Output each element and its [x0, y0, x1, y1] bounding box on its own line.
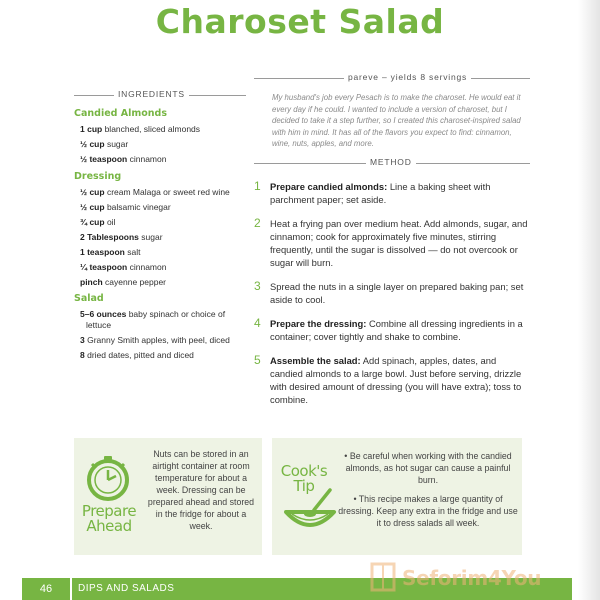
- ingredient-qty: 2 Tablespoons: [80, 231, 139, 242]
- clock-icon: [82, 454, 134, 502]
- step-text: [270, 317, 530, 343]
- ingredient-text: balsamic vinegar: [106, 201, 171, 212]
- ingredient-item: [80, 350, 246, 361]
- step-number: 5: [254, 353, 261, 367]
- ingredient-item: [80, 309, 246, 330]
- ingredient-qty: ¼ teaspoon: [80, 261, 128, 272]
- recipe-intro: My husband's job every Pesach is to make the charoset. He would eat it every day if he could. I wanted to include a version of charoset, but I decided to take it a step further, so I created this charoset-inspired salad with him in mind. It has all of the flavors you expect to find: cinnamon, wine, nuts, apples, and more.: [272, 93, 521, 148]
- method-step: [254, 354, 530, 406]
- ingredient-text: salt: [127, 246, 141, 257]
- ingredient-qty: 8: [80, 349, 85, 360]
- cooks-tip-label-line2: Tip: [293, 477, 315, 495]
- step-body: Add spinach, apples, dates, and candied almonds to a large bowl. Just before serving, drizzle with desired amount of dressing (you will have extra); toss to combine.: [270, 355, 522, 405]
- ingredient-item: [80, 247, 246, 258]
- step-body: Line a baking sheet with parchment paper; set aside.: [270, 181, 491, 205]
- step-text: [270, 217, 530, 269]
- ingredients-list: [74, 108, 246, 366]
- step-text: [270, 180, 530, 206]
- step-text: [270, 280, 530, 306]
- ingredient-qty: 5–6 ounces: [80, 309, 127, 319]
- recipe-title: Charoset Salad: [155, 2, 445, 41]
- ingredient-text: cayenne pepper: [105, 276, 167, 287]
- ingredient-group-title: Candied Almonds: [74, 108, 168, 119]
- ingredient-qty: 3: [80, 334, 85, 345]
- step-body: Combine all dressing ingredients in a container; cover tightly and shake to combine.: [270, 318, 523, 342]
- method-step: [254, 217, 530, 269]
- section-name: DIPS AND SALADS: [78, 583, 175, 594]
- step-heading: Prepare the dressing:: [270, 318, 367, 329]
- prepare-ahead-label-line2: Ahead: [86, 517, 132, 535]
- ingredient-qty: pinch: [80, 276, 103, 287]
- cooks-tip-2: • This recipe makes a large quantity of dressing. Keep any extra in the fridge and use it to dress salads all week.: [338, 494, 518, 528]
- step-number: 2: [254, 216, 261, 230]
- ingredient-group-title: Dressing: [74, 170, 122, 182]
- cooks-tip-text: [338, 450, 518, 536]
- page-number: 46: [39, 583, 53, 595]
- ingredient-group: [74, 293, 246, 360]
- yield-info: pareve – yields 8 servings: [344, 72, 471, 82]
- ingredient-text: baby spinach or choice of lettuce: [86, 309, 226, 330]
- ingredient-qty: ½ teaspoon: [80, 154, 128, 164]
- ingredient-qty: ½ cup: [80, 186, 105, 197]
- method-step: [254, 317, 530, 343]
- ingredient-text: blanched, sliced almonds: [104, 124, 201, 134]
- footer-divider: [70, 578, 72, 600]
- ingredient-item: [80, 154, 246, 165]
- ingredient-text: sugar: [141, 231, 163, 242]
- ingredient-item: [80, 232, 246, 243]
- prepare-ahead-label: [76, 504, 142, 534]
- prepare-ahead-text: Nuts can be stored in an airtight container at room temperature for about a week. Dressing can be prepared ahead and stored in the fridge for about a week.: [147, 449, 255, 531]
- ingredient-text: cinnamon: [129, 154, 167, 164]
- ingredient-group: [74, 171, 246, 288]
- ingredient-item: [80, 202, 246, 213]
- ingredient-item: [80, 217, 246, 228]
- step-body: Spread the nuts in a single layer on prepared baking pan; set aside to cool.: [270, 281, 524, 305]
- ingredients-heading: INGREDIENTS: [114, 89, 189, 99]
- ingredient-qty: ¾ cup: [80, 216, 105, 227]
- step-number: 4: [254, 316, 261, 330]
- ingredient-item: [80, 139, 246, 150]
- cooks-tip-label-line1: Cook's: [280, 462, 328, 480]
- ingredient-qty: 1 teaspoon: [80, 246, 125, 257]
- method-step: [254, 280, 530, 306]
- method-steps: [254, 180, 530, 417]
- method-step: [254, 180, 530, 206]
- ingredient-text: oil: [106, 216, 116, 227]
- ingredient-item: [80, 277, 246, 288]
- whisk-bowl-icon: [280, 486, 340, 534]
- watermark: [368, 556, 541, 600]
- ingredient-item: [80, 262, 246, 273]
- step-heading: Assemble the salad:: [270, 355, 361, 366]
- ingredient-qty: 1 cup: [80, 124, 103, 134]
- ingredient-text: cinnamon: [129, 261, 167, 272]
- step-text: [270, 354, 530, 406]
- ingredient-text: sugar: [106, 139, 129, 149]
- watermark-text: Seforim4You: [402, 566, 542, 590]
- ingredient-text: dried dates, pitted and diced: [87, 349, 194, 360]
- ingredient-group-title: Salad: [74, 293, 104, 304]
- step-body: Heat a frying pan over medium heat. Add almonds, sugar, and cinnamon; cook for approximately five minutes, stirring frequently, until the sugar is dissolved — do not overcook or sugar will burn.: [270, 218, 528, 268]
- page-edge-shadow: [578, 0, 600, 600]
- ingredient-item: [80, 335, 246, 346]
- prepare-ahead-box: [74, 438, 262, 555]
- ingredient-item: [80, 124, 246, 135]
- step-number: 1: [254, 179, 261, 193]
- cooks-tip-1: • Be careful when working with the candied almonds, as hot sugar can cause a painful burn.: [344, 451, 512, 485]
- ingredient-text: cream Malaga or sweet red wine: [106, 186, 230, 197]
- step-number: 3: [254, 279, 261, 293]
- cooks-tip-box: [272, 438, 522, 555]
- ingredient-item: [80, 187, 246, 198]
- watermark-logo-icon: [368, 560, 398, 596]
- prepare-ahead-label-line1: Prepare: [81, 502, 137, 520]
- ingredient-qty: ½ cup: [80, 201, 105, 212]
- ingredient-group: [74, 108, 246, 165]
- ingredient-text: Granny Smith apples, with peel, diced: [87, 334, 230, 345]
- method-heading: METHOD: [366, 157, 416, 167]
- ingredient-qty: ½ cup: [80, 139, 105, 149]
- step-heading: Prepare candied almonds:: [270, 181, 388, 192]
